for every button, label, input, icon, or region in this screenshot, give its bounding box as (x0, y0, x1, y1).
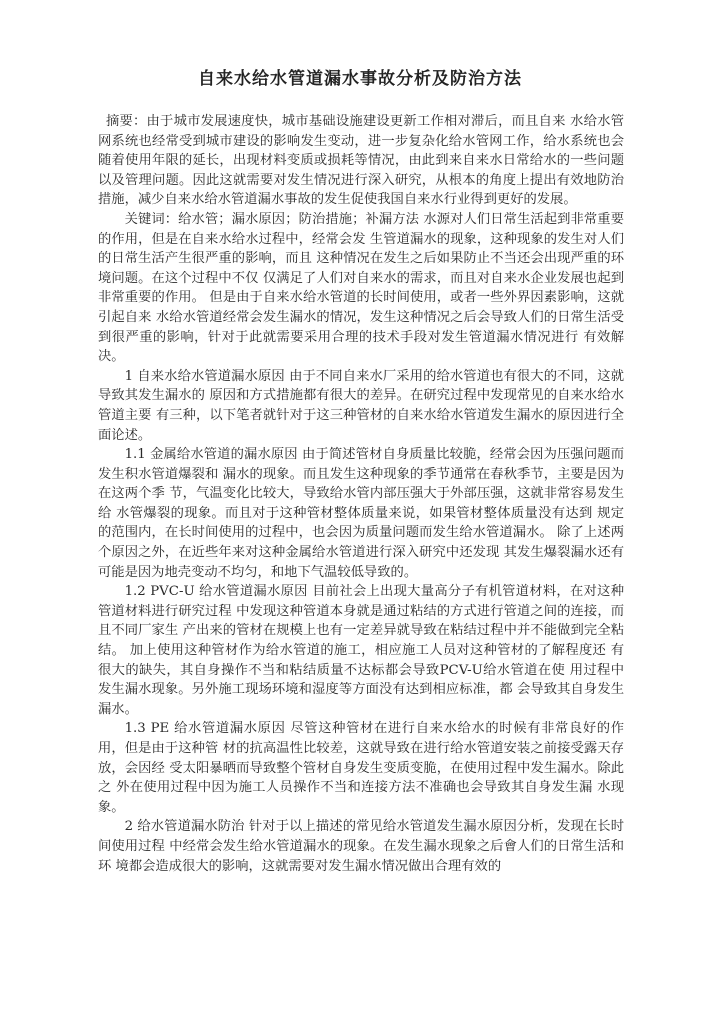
section-2-paragraph: 2 给水管道漏水防治 针对于以上描述的常见给水管道发生漏水原因分析，发现在长时间使用过程 中经常会发生给水管道漏水的现象。在发生漏水现象之后會人们的日常生活和环 境都会造成很大的影响，这就需要对发生漏水情况做出合理有效的 (98, 819, 624, 874)
keywords-paragraph: 关键词：给水管；漏水原因；防治措施；补漏方法 水源对人们日常生活起到非常重要的作用，但是在自来水给水过程中，经常会发 生管道漏水的现象，这种现象的发生对人们的日常生活产生很严重的影响，而且 这种情况在发生之后如果防止不当还会出现严重的环境问题。在这个过程中不仅 仅满足了人们对自来水的需求，而且对自来水企业发展也起到非常重要的作用。 但是由于自来水给水管道的长时间使用，或者一些外界因素影响，这就引起自来 水给水管道经常会发生漏水的情况，发生这种情况之后会导致人们的日常生活受 到很严重的影响，针对于此就需要采用合理的技术手段对发生管道漏水情况进行 有效解决。 (98, 211, 624, 365)
abstract-paragraph: 摘要：由于城市发展速度快，城市基础设施建设更新工作相对滞后，而且自来 水给水管网系统也经常受到城市建设的影响发生变动，进一步复杂化给水管网工作，给水系统也会随着使用年限的延长，出现材料变质或损耗等情况，由此到来自来水日常给水的一些问题以及管理问题。因此这就需要对发生情况进行深入研究，从根本的角度上提出有效地防治措施，减少自来水给水管道漏水事故的发生促使我国自来水行业得到更好的发展。 (98, 114, 624, 208)
page-title: 自来水给水管道漏水事故分析及防治方法 (198, 69, 522, 89)
section-1-paragraph: 1 自来水给水管道漏水原因 由于不同自来水厂采用的给水管道也有很大的不同，这就导致其发生漏水的 原因和方式措施都有很大的差异。在研究过程中发现常见的自来水给水管道主要 有三种，以下笔者就针对于这三种管材的自来水给水管道发生漏水的原因进行全 面论述。 (98, 368, 624, 443)
section-1-3-paragraph: 1.3 PE 给水管道漏水原因 尽管这种管材在进行自来水给水的时候有非常良好的作用，但是由于这种管 材的抗高温性比较差，这就导致在进行给水管道安装之前接受露天存放，会因经 受太阳暴晒而导致整个管材自身发生变质变脆，在使用过程中发生漏水。除此之 外在使用过程中因为施工人员操作不当和连接方法不准确也会导致其自身发生漏 水现象。 (98, 721, 624, 815)
section-1-1-paragraph: 1.1 金属给水管道的漏水原因 由于简述管材自身质量比较脆，经常会因为压强问题而发生积水管道爆裂和 漏水的现象。而且发生这种现象的季节通常在春秋季节，主要是因为在这两个季 节，气温变化比较大，导致给水管内部压强大于外部压强，这就非常容易发生给 水管爆裂的现象。而且对于这种管材整体质量来说，如果管材整体质量没有达到 规定的范围内，在长时间使用的过程中，也会因为质量问题而发生给水管道漏水。 除了上述两个原因之外，在近些年来对这种金属给水管道进行深入研究中还发现 其发生爆裂漏水还有可能是因为地壳变动不均匀，和地下气温较低导致的。 (98, 447, 624, 580)
section-1-2-paragraph: 1.2 PVC-U 给水管道漏水原因 目前社会上出现大量高分子有机管道材料，在对这种管道材料进行研究过程 中发现这种管道本身就是通过粘结的方式进行管道之间的连接，而且不同厂家生 产出来的管材在规模上也有一定差异就导致在粘结过程中并不能做到完全粘结。 加上使用这种管材作为给水管道的施工，相应施工人员对这种管材的了解程度还 有很大的缺失，其自身操作不当和粘结质量不达标都会导致PCV-U给水管道在使 用过程中发生漏水现象。另外施工现场环境和湿度等方面没有达到相应标准，都 会导致其自身发生漏水。 (98, 584, 624, 717)
document-body (98, 112, 624, 876)
